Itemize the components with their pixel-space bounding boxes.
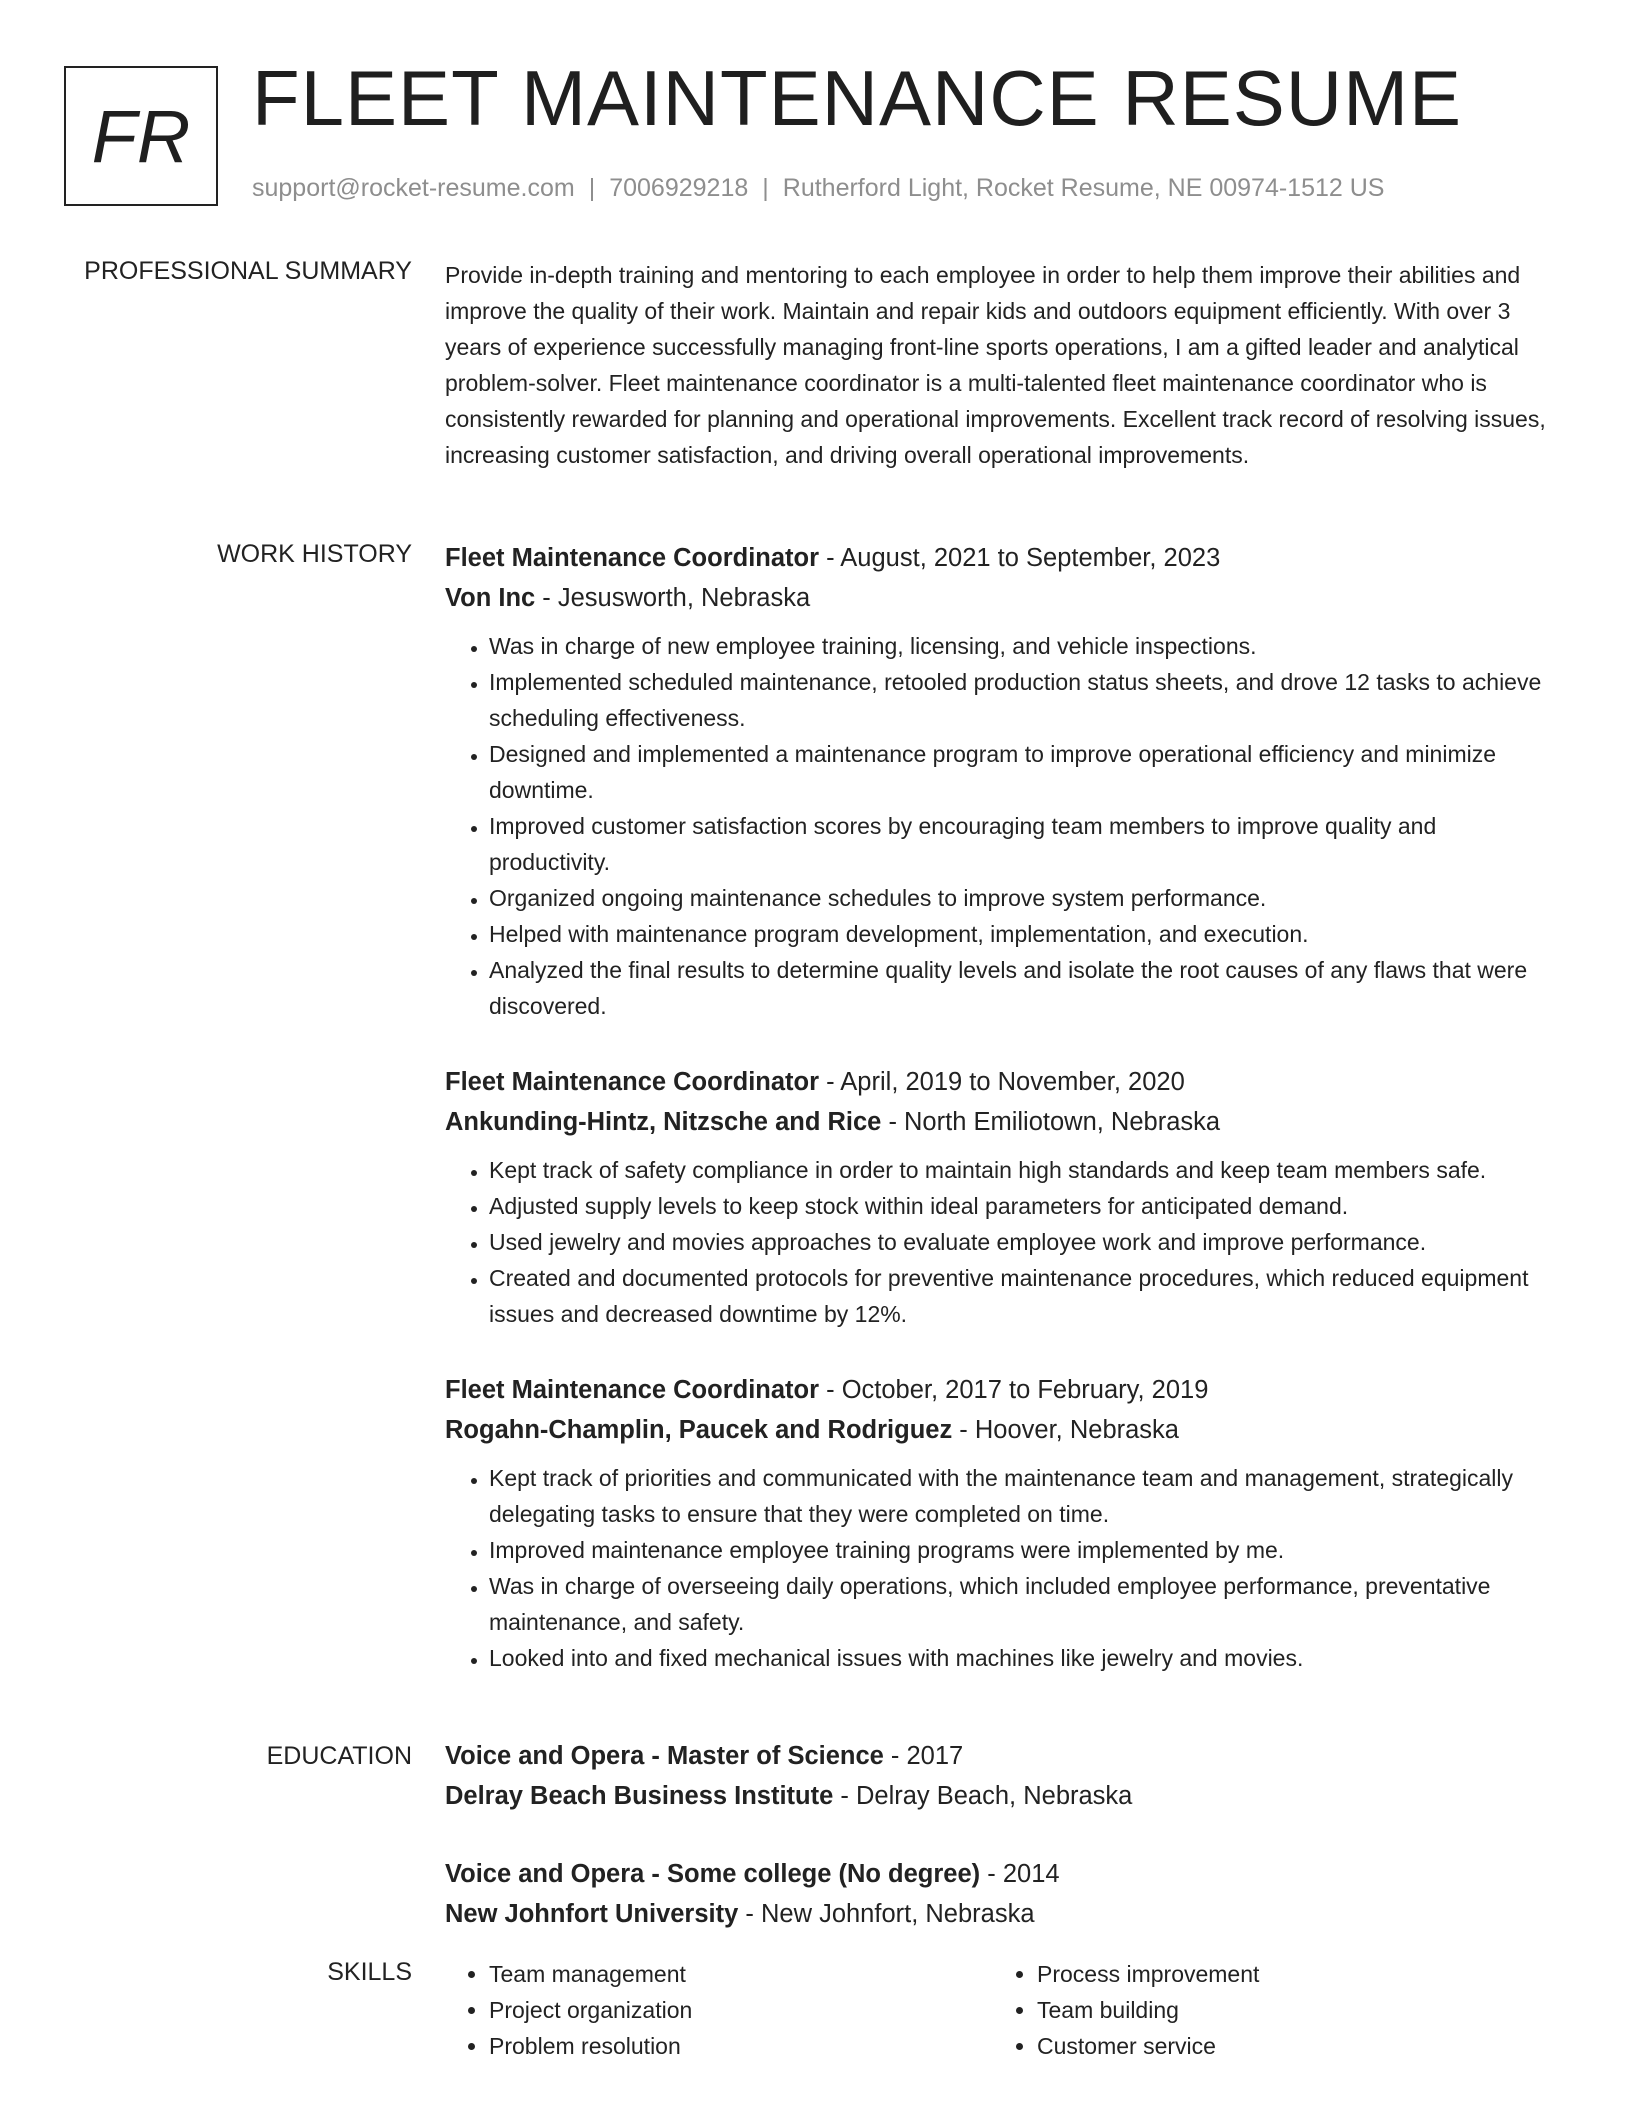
job-bullet: • Designed and implemented a maintenance program to improve operational efficiency and minimize downtime. [489, 736, 1555, 808]
job-company-line [445, 578, 1555, 618]
job-bullets [445, 1460, 1555, 1676]
job-company: Von Inc [445, 584, 536, 612]
job-bullet: • Was in charge of overseeing daily operations, which included employee performance, preventative maintenance, and safety. [489, 1568, 1555, 1640]
job-title-line [445, 1370, 1555, 1410]
job-location: - Hoover, Nebraska [952, 1416, 1179, 1444]
contact-email[interactable]: support@rocket-resume.com [252, 174, 575, 202]
monogram-logo [64, 66, 218, 206]
monogram-text: FR [91, 94, 191, 178]
job-bullets [445, 628, 1555, 1024]
skill-item: • Project organization [489, 1992, 993, 2028]
job-bullet: • Created and documented protocols for preventive maintenance procedures, which reduced equipment issues and decreased downtime by 12%. [489, 1260, 1555, 1332]
job-bullet: • Analyzed the final results to determine quality levels and isolate the root causes of any flaws that were discovered. [489, 952, 1555, 1024]
work-history-section [445, 538, 1555, 1714]
skill-item: • Process improvement [1037, 1956, 1541, 1992]
education-degree: Voice and Opera - Some college (No degree) [445, 1860, 981, 1888]
education-location: - Delray Beach, Nebraska [833, 1782, 1133, 1810]
job-company: Rogahn-Champlin, Paucek and Rodriguez [445, 1416, 953, 1444]
education-degree: Voice and Opera - Master of Science [445, 1742, 884, 1770]
job-dates: - April, 2019 to November, 2020 [819, 1068, 1185, 1096]
job-bullets [445, 1152, 1555, 1332]
contact-separator: | [762, 174, 769, 202]
job-company-line [445, 1102, 1555, 1142]
skill-item: • Customer service [1037, 2028, 1541, 2064]
job-title: Fleet Maintenance Coordinator [445, 544, 820, 572]
job-entry [445, 1370, 1555, 1676]
job-dates: - August, 2021 to September, 2023 [819, 544, 1221, 572]
skills-section [445, 1956, 1555, 2064]
skills-list-right [993, 1956, 1541, 2064]
job-bullet: • Kept track of safety compliance in order to maintain high standards and keep team members safe. [489, 1152, 1555, 1188]
education-entry [445, 1736, 1555, 1816]
education-school-line [445, 1776, 1555, 1816]
job-bullet: • Adjusted supply levels to keep stock within ideal parameters for anticipated demand. [489, 1188, 1555, 1224]
education-year: - 2014 [980, 1860, 1060, 1888]
skill-item: • Team building [1037, 1992, 1541, 2028]
job-bullet: • Was in charge of new employee training, licensing, and vehicle inspections. [489, 628, 1555, 664]
work-history-heading: WORK HISTORY [217, 540, 412, 568]
education-school-line [445, 1894, 1555, 1934]
skill-item: • Team management [489, 1956, 993, 1992]
job-bullet: • Looked into and fixed mechanical issues with machines like jewelry and movies. [489, 1640, 1555, 1676]
education-degree-line [445, 1854, 1555, 1894]
skill-item: • Problem resolution [489, 2028, 993, 2064]
education-school: Delray Beach Business Institute [445, 1782, 834, 1810]
job-entry [445, 538, 1555, 1024]
job-company-line [445, 1410, 1555, 1450]
job-bullet: • Kept track of priorities and communicated with the maintenance team and management, strategically delegating tasks to ensure that they were completed on time. [489, 1460, 1555, 1532]
skills-grid [445, 1956, 1555, 2064]
job-location: - North Emiliotown, Nebraska [881, 1108, 1221, 1136]
job-bullet: • Organized ongoing maintenance schedules to improve system performance. [489, 880, 1555, 916]
job-entry [445, 1062, 1555, 1332]
job-bullet: • Improved maintenance employee training programs were implemented by me. [489, 1532, 1555, 1568]
contact-address: Rutherford Light, Rocket Resume, NE 00974-1512 US [782, 174, 1385, 202]
job-title-line [445, 1062, 1555, 1102]
resume-title: FLEET MAINTENANCE RESUME [252, 54, 1463, 142]
job-title: Fleet Maintenance Coordinator [445, 1068, 820, 1096]
contact-line [252, 174, 1384, 203]
education-section [445, 1736, 1555, 1972]
summary-heading: PROFESSIONAL SUMMARY [84, 257, 412, 285]
skills-list-left [445, 1956, 993, 2064]
education-heading: EDUCATION [266, 1742, 412, 1770]
skills-heading: SKILLS [327, 1958, 412, 1986]
job-bullet: • Implemented scheduled maintenance, retooled production status sheets, and drove 12 tasks to achieve scheduling effectiveness. [489, 664, 1555, 736]
job-title: Fleet Maintenance Coordinator [445, 1376, 820, 1404]
job-company: Ankunding-Hintz, Nitzsche and Rice [445, 1108, 882, 1136]
job-bullet: • Improved customer satisfaction scores by encouraging team members to improve quality and productivity. [489, 808, 1555, 880]
job-title-line [445, 538, 1555, 578]
summary-text: Provide in-depth training and mentoring to each employee in order to help them improve their abilities and improve the quality of their work. Maintain and repair kids and outdoors equipment efficiently. With over 3 years of experience successfully managing front-line sports operations, I am a gifted leader and analytical problem-solver. Fleet maintenance coordinator is a multi-talented fleet maintenance coordinator who is consistently rewarded for planning and operational improvements. Excellent track record of resolving issues, increasing customer satisfaction, and driving overall operational improvements. [445, 262, 1546, 468]
job-dates: - October, 2017 to February, 2019 [819, 1376, 1209, 1404]
education-entry [445, 1854, 1555, 1934]
education-school: New Johnfort University [445, 1900, 739, 1928]
education-location: - New Johnfort, Nebraska [738, 1900, 1035, 1928]
job-bullet: • Used jewelry and movies approaches to evaluate employee work and improve performance. [489, 1224, 1555, 1260]
education-year: - 2017 [883, 1742, 964, 1770]
education-degree-line [445, 1736, 1555, 1776]
contact-separator: | [588, 174, 596, 202]
job-bullet: • Helped with maintenance program development, implementation, and execution. [489, 916, 1555, 952]
job-location: - Jesusworth, Nebraska [535, 584, 811, 612]
contact-phone[interactable]: 7006929218 [609, 174, 749, 202]
